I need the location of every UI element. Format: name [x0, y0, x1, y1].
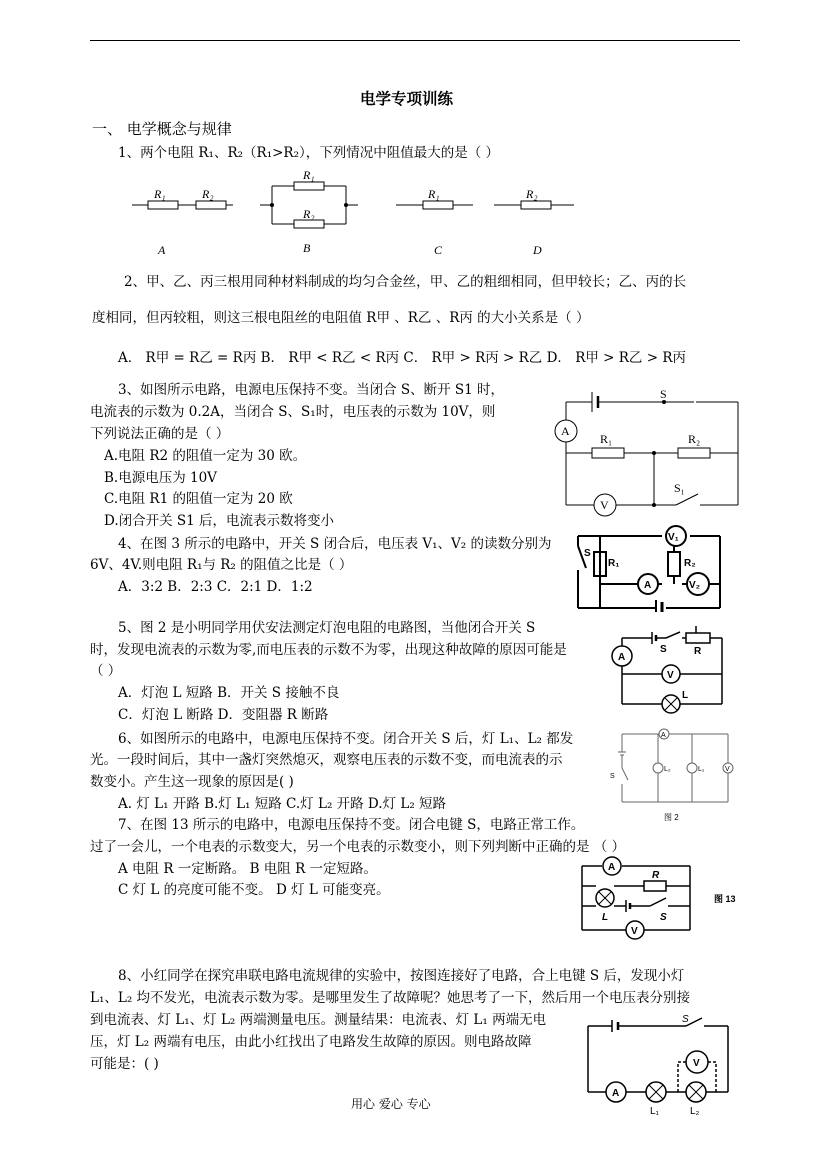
q3-option-c: C.电阻 R1 的阻值一定为 20 欧 — [104, 491, 293, 507]
q4-options: A．3:2 B．2:3 C．2:1 D．1:2 — [118, 579, 313, 595]
q1-figure — [128, 162, 588, 262]
q3-option-a: A.电阻 R2 的阻值一定为 30 欧。 — [104, 448, 307, 464]
page-footer: 用心 爱心 专心 — [351, 1097, 431, 1111]
q6-caption: 图 2 — [664, 813, 679, 822]
q6-line1: 6、如图所示的电路中，电源电压保持不变。闭合开关 S 后，灯 L₁、L₂ 都发 — [118, 731, 574, 747]
q3-figure — [548, 384, 748, 518]
q3-option-b: B.电源电压为 10V — [104, 470, 217, 486]
q4-r1: R₁ — [608, 558, 620, 569]
q8-line2: L₁、L₂ 均不发光，电流表示数为零。是哪里发生了故障呢？她思考了一下，然后用一个电压表分别接 — [90, 990, 691, 1006]
q5-line1: 5、图 2 是小明同学用伏安法测定灯泡电阻的电路图，当他闭合开关 S — [118, 620, 536, 636]
q1d-r2: R₂ — [526, 187, 538, 201]
header-rule — [90, 40, 740, 41]
q1c-r1: R₁ — [428, 187, 440, 201]
q8-ammeter: A — [612, 1088, 620, 1099]
q1-label-d: D — [533, 243, 542, 257]
q3-ammeter: A — [561, 424, 570, 438]
q5-line3: （ ） — [90, 663, 122, 679]
q7-r: R — [652, 870, 660, 881]
q4-v2: V₂ — [689, 580, 701, 591]
q2-options: A． R甲 = R乙 = R丙 B． R甲 < R乙 < R丙 C． R甲 > R丙 > R乙 D． R甲 > R乙 > R丙 — [118, 350, 686, 366]
q8-figure — [578, 1012, 742, 1120]
q7-options-cd: C 灯 L 的亮度可能不变。 D 灯 L 可能变亮。 — [118, 882, 390, 898]
q1-label-c: C — [434, 243, 443, 257]
q5-s: S — [660, 644, 667, 655]
q5-ammeter: A — [618, 652, 626, 663]
q5-r: R — [694, 646, 702, 657]
q8-line3: 到电流表、灯 L₁、灯 L₂ 两端测量电压。测量结果：电流表、灯 L₁ 两端无电 — [90, 1012, 547, 1028]
q1b-r1: R₁ — [303, 168, 315, 182]
q3-r1: R₁ — [600, 432, 613, 446]
q7-l: L — [602, 912, 609, 923]
q6-ammeter: A — [661, 732, 666, 739]
q5-l: L — [682, 690, 689, 701]
q3-s1-label: S₁ — [674, 481, 685, 495]
q2-line1: 2、甲、乙、丙三根用同种材料制成的均匀合金丝，甲、乙的粗细相同，但甲较长；乙、丙的长 — [124, 274, 687, 290]
q7-voltmeter: V — [631, 926, 638, 937]
q4-v1: V₁ — [668, 532, 679, 543]
q3-option-d: D.闭合开关 S1 后，电流表示数将变小 — [104, 513, 335, 529]
q7-options-ab: A 电阻 R 一定断路。 B 电阻 R 一定短路。 — [118, 861, 378, 877]
q6-l1: L₁ — [698, 766, 705, 773]
q6-options: A. 灯 L₁ 开路 B.灯 L₁ 短路 C.灯 L₂ 开路 D.灯 L₂ 短路 — [118, 796, 447, 812]
q1-label-a: A — [158, 243, 166, 257]
q8-s: S — [682, 1014, 689, 1025]
q8-l2: L₂ — [690, 1106, 700, 1117]
q5-line2: 时，发现电流表的示数为零,而电压表的示数不为零，出现这种故障的原因可能是 — [90, 642, 567, 658]
q2-line2: 度相同，但丙较粗，则这三根电阻丝的电阻值 R甲 、R乙 、R丙 的大小关系是（ ） — [92, 310, 590, 326]
q7-line2: 过了一会儿，一个电表的示数变大，另一个电表的示数变小，则下列判断中正确的是 （ ） — [90, 839, 626, 855]
q3-line2: 电流表的示数为 0.2A，当闭合 S、S₁时，电压表的示数为 10V，则 — [90, 404, 496, 420]
q3-line3: 下列说法正确的是（ ） — [90, 426, 230, 442]
section-heading: 一、 电学概念与规律 — [92, 120, 232, 138]
q7-ammeter: A — [608, 862, 616, 873]
q5-options-ab: A．灯泡 L 短路 B．开关 S 接触不良 — [118, 685, 340, 701]
q3-voltmeter: V — [600, 498, 609, 512]
q8-line5: 可能是：( ) — [90, 1056, 159, 1072]
q6-l2: L₂ — [664, 766, 671, 773]
q6-figure — [606, 722, 742, 826]
page-title: 电学专项训练 — [360, 90, 454, 108]
q8-line1: 8、小红同学在探究串联电路电流规律的实验中，按图连接好了电路，合上电键 S 后，发现小灯 — [118, 968, 685, 984]
q7-caption: 图 13 — [714, 894, 736, 904]
q7-s: S — [660, 912, 667, 923]
q8-l1: L₁ — [650, 1106, 659, 1117]
q3-s-label: S — [660, 387, 667, 401]
q6-line2: 光。一段时间后，其中一盏灯突然熄灭，观察电压表的示数不变，而电流表的示 — [90, 752, 563, 768]
q5-voltmeter: V — [667, 670, 674, 681]
q4-line2: 6V、4V.则电阻 R₁与 R₂ 的阻值之比是（ ） — [90, 557, 353, 573]
q7-figure — [574, 850, 742, 942]
q6-s: S — [610, 773, 615, 780]
q3-line1: 3、如图所示电路，电源电压保持不变。当闭合 S、断开 S1 时， — [118, 382, 505, 398]
q1b-r2: R₂ — [303, 207, 315, 221]
q4-figure — [570, 524, 730, 612]
q1a-r2: R₂ — [202, 187, 214, 201]
q3-r2: R₂ — [688, 432, 701, 446]
q5-options-cd: C．灯泡 L 断路 D．变阻器 R 断路 — [118, 707, 329, 723]
q6-line3: 数变小。产生这一现象的原因是( ) — [90, 774, 294, 790]
q7-line1: 7、在图 13 所示的电路中，电源电压保持不变。闭合电键 S，电路正常工作。 — [118, 817, 585, 833]
q6-voltmeter: V — [725, 766, 730, 773]
q4-line1: 4、在图 3 所示的电路中，开关 S 闭合后，电压表 V₁、V₂ 的读数分别为 — [118, 536, 552, 552]
q1-stem: 1、两个电阻 R₁、R₂（R₁>R₂），下列情况中阻值最大的是（ ） — [118, 145, 500, 161]
q8-voltmeter: V — [693, 1058, 700, 1069]
q4-r2: R₂ — [684, 558, 696, 569]
q4-ammeter: A — [644, 580, 652, 591]
q5-figure — [608, 624, 728, 716]
q8-line4: 压，灯 L₂ 两端有电压，由此小红找出了电路发生故障的原因。则电路故障 — [90, 1034, 532, 1050]
q1a-r1: R₁ — [154, 187, 166, 201]
q1-label-b: B — [303, 241, 311, 255]
q4-s: S — [584, 548, 591, 559]
